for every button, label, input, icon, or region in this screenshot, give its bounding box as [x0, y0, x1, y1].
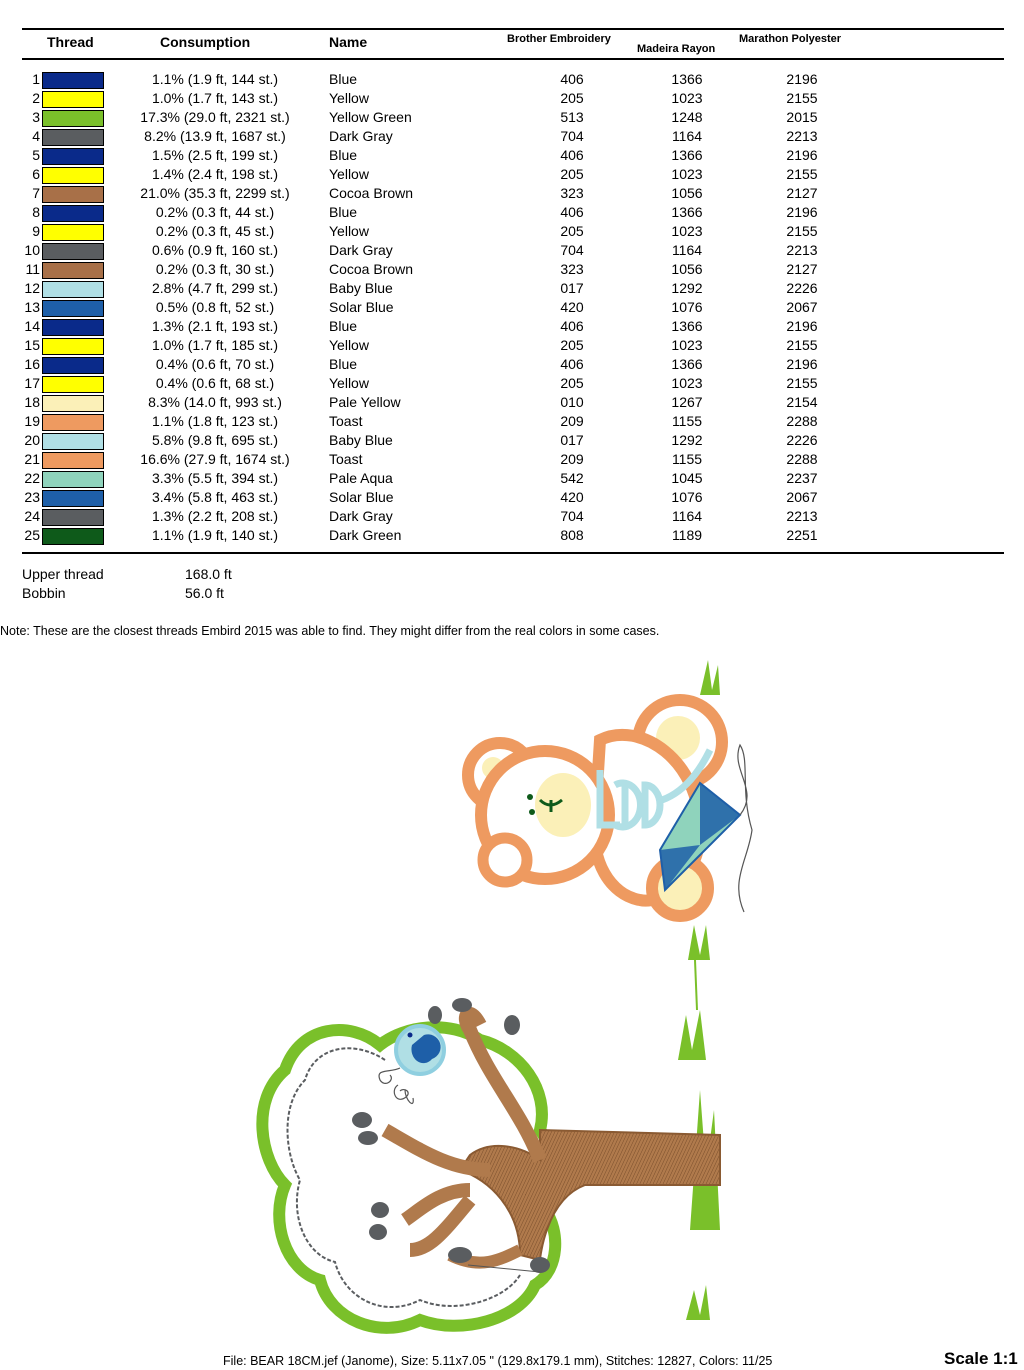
thread-row — [0, 393, 1024, 412]
thread-name-cell: Yellow — [329, 337, 369, 353]
consumption-cell: 21.0% (35.3 ft, 2299 st.) — [140, 185, 290, 201]
header-thread: Thread — [47, 34, 94, 50]
marathon-code-cell: 2067 — [786, 299, 818, 315]
consumption-cell: 1.1% (1.8 ft, 123 st.) — [151, 413, 279, 429]
thread-row — [0, 317, 1024, 336]
thread-number: 16 — [24, 356, 40, 372]
header-consumption: Consumption — [160, 34, 251, 50]
brother-code-cell: 406 — [560, 71, 584, 87]
upper-thread-label: Upper thread — [22, 566, 104, 582]
thread-row — [0, 526, 1024, 545]
thread-name-cell: Dark Gray — [329, 128, 393, 144]
scale-label: Scale 1:1 — [944, 1349, 1018, 1368]
consumption-cell: 8.2% (13.9 ft, 1687 st.) — [144, 128, 286, 144]
thread-number: 11 — [25, 261, 40, 277]
consumption-cell: 17.3% (29.0 ft, 2321 st.) — [140, 109, 290, 125]
thread-row — [0, 450, 1024, 469]
brother-code-cell: 704 — [560, 128, 584, 144]
thread-name-cell: Toast — [329, 451, 363, 467]
color-swatch — [42, 110, 104, 127]
madeira-code-cell: 1366 — [671, 204, 703, 220]
thread-number: 15 — [24, 337, 40, 353]
madeira-code-cell: 1164 — [671, 508, 703, 524]
file-info-footer: File: BEAR 18CM.jef (Janome), Size: 5.11x7.05 " (129.8x179.1 mm), Stitches: 12827, Colors: 11/25 — [223, 1354, 773, 1368]
tree-trunk — [460, 1130, 720, 1260]
grass-tuft — [688, 925, 710, 960]
bear-cheek-ring — [483, 838, 527, 882]
tree-motif — [262, 998, 720, 1328]
madeira-code-cell: 1023 — [671, 375, 703, 391]
madeira-code-cell: 1292 — [671, 280, 703, 296]
thread-number: 7 — [32, 185, 40, 201]
color-swatch — [42, 357, 104, 374]
thread-name-cell: Pale Yellow — [329, 394, 401, 410]
madeira-code-cell: 1023 — [671, 90, 703, 106]
color-swatch — [42, 300, 104, 317]
madeira-code-cell: 1366 — [671, 318, 703, 334]
thread-number: 22 — [24, 470, 40, 486]
thread-name-cell: Dark Gray — [329, 242, 393, 258]
madeira-code-cell: 1248 — [671, 109, 703, 125]
thread-row — [0, 165, 1024, 184]
color-swatch — [42, 129, 104, 146]
consumption-cell: 8.3% (14.0 ft, 993 st.) — [148, 394, 282, 410]
thread-name-cell: Yellow — [329, 223, 369, 239]
color-swatch — [42, 243, 104, 260]
thread-name-cell: Blue — [329, 318, 358, 334]
thread-name-cell: Yellow — [329, 90, 369, 106]
marathon-code-cell: 2226 — [786, 432, 818, 448]
thread-row — [0, 184, 1024, 203]
bird-eye — [408, 1033, 413, 1038]
thread-row — [0, 241, 1024, 260]
consumption-cell: 1.4% (2.4 ft, 198 st.) — [151, 166, 279, 182]
tree-branch-lower — [405, 1190, 470, 1250]
consumption-cell: 0.6% (0.9 ft, 160 st.) — [151, 242, 279, 258]
brother-code-cell: 323 — [560, 185, 584, 201]
thread-number: 12 — [24, 280, 40, 296]
marathon-code-cell: 2288 — [786, 413, 818, 429]
thread-row — [0, 203, 1024, 222]
header-bottom-rule — [22, 58, 1004, 60]
madeira-code-cell: 1366 — [671, 147, 703, 163]
color-swatch — [42, 528, 104, 545]
color-swatch — [42, 414, 104, 431]
marathon-code-cell: 2155 — [786, 223, 818, 239]
thread-name-cell: Baby Blue — [329, 280, 393, 296]
thread-number: 23 — [24, 489, 40, 505]
marathon-code-cell: 2196 — [786, 71, 818, 87]
header-brother: Brother Embroidery — [507, 33, 611, 45]
thread-number: 1 — [32, 71, 40, 87]
thread-number: 8 — [32, 204, 40, 220]
thread-row — [0, 146, 1024, 165]
thread-name-cell: Yellow — [329, 375, 369, 391]
madeira-code-cell: 1155 — [671, 413, 703, 429]
brother-code-cell: 704 — [560, 242, 584, 258]
marathon-code-cell: 2127 — [786, 185, 818, 201]
brother-code-cell: 017 — [560, 432, 584, 448]
thread-number: 17 — [24, 375, 40, 391]
thread-row — [0, 70, 1024, 89]
upper-thread-value: 168.0 ft — [185, 566, 232, 582]
marathon-code-cell: 2196 — [786, 356, 818, 372]
madeira-code-cell: 1023 — [671, 166, 703, 182]
marathon-code-cell: 2155 — [786, 375, 818, 391]
thread-number: 13 — [24, 299, 40, 315]
brother-code-cell: 205 — [560, 166, 584, 182]
header-marathon: Marathon Polyester — [739, 33, 842, 45]
thread-number: 25 — [24, 527, 40, 543]
thread-name-cell: Blue — [329, 147, 358, 163]
color-swatch — [42, 433, 104, 450]
thread-number: 2 — [32, 90, 40, 106]
thread-row — [0, 412, 1024, 431]
thread-row — [0, 298, 1024, 317]
bear-muzzle — [535, 773, 591, 837]
thread-number: 5 — [32, 147, 40, 163]
brother-code-cell: 420 — [560, 299, 584, 315]
color-swatch — [42, 224, 104, 241]
color-swatch — [42, 186, 104, 203]
marathon-code-cell: 2127 — [786, 261, 818, 277]
leaf — [428, 1006, 442, 1024]
color-swatch — [42, 72, 104, 89]
consumption-cell: 1.1% (1.9 ft, 144 st.) — [151, 71, 279, 87]
marathon-code-cell: 2154 — [786, 394, 818, 410]
consumption-cell: 1.1% (1.9 ft, 140 st.) — [151, 527, 279, 543]
brother-code-cell: 406 — [560, 318, 584, 334]
marathon-code-cell: 2237 — [786, 470, 818, 486]
marathon-code-cell: 2155 — [786, 90, 818, 106]
madeira-code-cell: 1023 — [671, 223, 703, 239]
marathon-code-cell: 2251 — [786, 527, 818, 543]
brother-code-cell: 205 — [560, 375, 584, 391]
grass-tuft — [686, 1285, 710, 1320]
marathon-code-cell: 2213 — [786, 508, 818, 524]
color-swatch — [42, 281, 104, 298]
madeira-code-cell: 1023 — [671, 337, 703, 353]
header-madeira: Madeira Rayon — [637, 43, 716, 55]
color-swatch — [42, 91, 104, 108]
color-swatch — [42, 490, 104, 507]
leaf — [530, 1257, 550, 1273]
brother-code-cell: 808 — [560, 527, 584, 543]
color-swatch — [42, 167, 104, 184]
marathon-code-cell: 2067 — [786, 489, 818, 505]
brother-code-cell: 513 — [560, 109, 584, 125]
marathon-code-cell: 2213 — [786, 128, 818, 144]
thread-number: 18 — [24, 394, 40, 410]
leaf — [369, 1224, 387, 1240]
thread-number: 3 — [32, 109, 40, 125]
brother-code-cell: 209 — [560, 451, 584, 467]
thread-name-cell: Blue — [329, 71, 358, 87]
madeira-code-cell: 1045 — [671, 470, 703, 486]
brother-code-cell: 406 — [560, 204, 584, 220]
thread-name-cell: Solar Blue — [329, 299, 394, 315]
consumption-cell: 0.5% (0.8 ft, 52 st.) — [155, 299, 275, 315]
tree-branch-left — [385, 1130, 490, 1170]
thread-name-cell: Yellow — [329, 166, 369, 182]
madeira-code-cell: 1076 — [671, 489, 703, 505]
thread-number: 20 — [24, 432, 40, 448]
consumption-cell: 0.2% (0.3 ft, 45 st.) — [155, 223, 275, 239]
grass-tuft — [678, 1010, 706, 1060]
kite-string — [738, 745, 752, 912]
leaf — [352, 1112, 372, 1128]
leaf — [504, 1015, 520, 1035]
thread-name-cell: Solar Blue — [329, 489, 394, 505]
madeira-code-cell: 1366 — [671, 71, 703, 87]
brother-code-cell: 010 — [560, 394, 584, 410]
brother-code-cell: 420 — [560, 489, 584, 505]
consumption-cell: 0.4% (0.6 ft, 68 st.) — [155, 375, 275, 391]
thread-number: 4 — [32, 128, 40, 144]
table-bottom-rule — [22, 552, 1004, 554]
thread-row — [0, 89, 1024, 108]
thread-name-cell: Cocoa Brown — [329, 261, 414, 277]
brother-code-cell: 406 — [560, 147, 584, 163]
consumption-cell: 0.4% (0.6 ft, 70 st.) — [155, 356, 275, 372]
leaf — [448, 1247, 472, 1263]
marathon-code-cell: 2213 — [786, 242, 818, 258]
thread-number: 19 — [24, 413, 40, 429]
thread-number: 6 — [32, 166, 40, 182]
color-swatch — [42, 338, 104, 355]
thread-row — [0, 469, 1024, 488]
consumption-cell: 1.5% (2.5 ft, 199 st.) — [151, 147, 279, 163]
consumption-cell: 3.4% (5.8 ft, 463 st.) — [151, 489, 279, 505]
brother-code-cell: 406 — [560, 356, 584, 372]
brother-code-cell: 205 — [560, 337, 584, 353]
thread-name-cell: Blue — [329, 356, 358, 372]
brother-code-cell: 323 — [560, 261, 584, 277]
marathon-code-cell: 2155 — [786, 166, 818, 182]
thread-row — [0, 336, 1024, 355]
thread-number: 14 — [24, 318, 40, 334]
bear-eye-2 — [529, 809, 535, 815]
consumption-cell: 3.3% (5.5 ft, 394 st.) — [151, 470, 279, 486]
color-swatch — [42, 452, 104, 469]
marathon-code-cell: 2288 — [786, 451, 818, 467]
brother-code-cell: 205 — [560, 90, 584, 106]
consumption-cell: 1.0% (1.7 ft, 143 st.) — [151, 90, 279, 106]
madeira-code-cell: 1267 — [671, 394, 703, 410]
marathon-code-cell: 2196 — [786, 147, 818, 163]
thread-row — [0, 488, 1024, 507]
thread-name-cell: Toast — [329, 413, 363, 429]
grass-stem — [695, 960, 697, 1010]
consumption-cell: 2.8% (4.7 ft, 299 st.) — [151, 280, 279, 296]
brother-code-cell: 542 — [560, 470, 584, 486]
thread-row — [0, 279, 1024, 298]
bobbin-label: Bobbin — [22, 585, 66, 601]
thread-row — [0, 431, 1024, 450]
thread-number: 9 — [32, 223, 40, 239]
bear-motif — [468, 700, 752, 916]
tree-branch-upper — [466, 1014, 540, 1160]
color-swatch — [42, 205, 104, 222]
bird-tail-swirl — [379, 1068, 413, 1103]
header-name: Name — [329, 34, 368, 50]
leaf — [452, 998, 472, 1012]
brother-code-cell: 205 — [560, 223, 584, 239]
madeira-code-cell: 1056 — [671, 185, 703, 201]
consumption-cell: 1.3% (2.2 ft, 208 st.) — [151, 508, 279, 524]
marathon-code-cell: 2155 — [786, 337, 818, 353]
consumption-cell: 0.2% (0.3 ft, 44 st.) — [155, 204, 275, 220]
thread-number: 21 — [24, 451, 40, 467]
bobbin-value: 56.0 ft — [185, 585, 224, 601]
marathon-code-cell: 2226 — [786, 280, 818, 296]
thread-row — [0, 374, 1024, 393]
madeira-code-cell: 1164 — [671, 128, 703, 144]
thread-row — [0, 507, 1024, 526]
consumption-cell: 5.8% (9.8 ft, 695 st.) — [151, 432, 279, 448]
thread-name-cell: Blue — [329, 204, 358, 220]
embroidery-design-preview — [0, 650, 1024, 1350]
color-swatch — [42, 319, 104, 336]
brother-code-cell: 209 — [560, 413, 584, 429]
thread-name-cell: Pale Aqua — [329, 470, 393, 486]
marathon-code-cell: 2196 — [786, 318, 818, 334]
madeira-code-cell: 1292 — [671, 432, 703, 448]
consumption-cell: 0.2% (0.3 ft, 30 st.) — [155, 261, 275, 277]
thread-row — [0, 260, 1024, 279]
madeira-code-cell: 1189 — [671, 527, 703, 543]
color-swatch — [42, 471, 104, 488]
madeira-code-cell: 1366 — [671, 356, 703, 372]
madeira-code-cell: 1056 — [671, 261, 703, 277]
color-swatch — [42, 376, 104, 393]
color-swatch — [42, 148, 104, 165]
brother-code-cell: 017 — [560, 280, 584, 296]
thread-name-cell: Cocoa Brown — [329, 185, 414, 201]
marathon-code-cell: 2015 — [786, 109, 818, 125]
note-text: Note: These are the closest threads Embird 2015 was able to find. They might differ from the real colors in some cases. — [0, 624, 660, 638]
table-top-rule — [22, 28, 1004, 30]
thread-number: 24 — [24, 508, 40, 524]
color-swatch — [42, 262, 104, 279]
color-swatch — [42, 509, 104, 526]
madeira-code-cell: 1164 — [671, 242, 703, 258]
marathon-code-cell: 2196 — [786, 204, 818, 220]
thread-row — [0, 127, 1024, 146]
color-swatch — [42, 395, 104, 412]
consumption-cell: 1.3% (2.1 ft, 193 st.) — [151, 318, 279, 334]
brother-code-cell: 704 — [560, 508, 584, 524]
consumption-cell: 1.0% (1.7 ft, 185 st.) — [151, 337, 279, 353]
thread-row — [0, 222, 1024, 241]
thread-name-cell: Dark Green — [329, 527, 402, 543]
madeira-code-cell: 1155 — [671, 451, 703, 467]
thread-row — [0, 355, 1024, 374]
leaf — [371, 1202, 389, 1218]
leaf — [358, 1131, 378, 1145]
thread-row — [0, 108, 1024, 127]
thread-name-cell: Baby Blue — [329, 432, 393, 448]
thread-name-cell: Dark Gray — [329, 508, 393, 524]
bear-eye — [527, 794, 533, 800]
grass-tuft — [700, 660, 720, 695]
thread-number: 10 — [24, 242, 40, 258]
madeira-code-cell: 1076 — [671, 299, 703, 315]
consumption-cell: 16.6% (27.9 ft, 1674 st.) — [140, 451, 290, 467]
thread-name-cell: Yellow Green — [329, 109, 412, 125]
